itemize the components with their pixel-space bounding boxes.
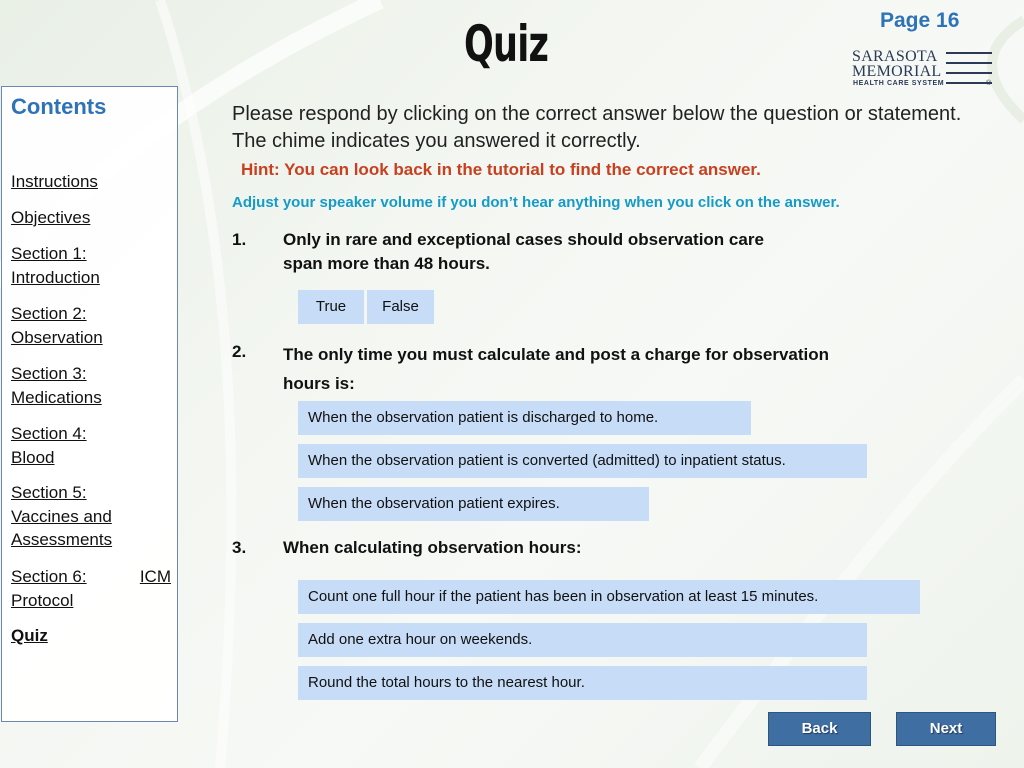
sidebar-item-label: Observation xyxy=(11,327,103,347)
sidebar-item-label: Medications xyxy=(11,387,102,407)
question-3-number: 3. xyxy=(232,538,247,557)
answer-option-button[interactable]: When the observation patient is converted (admitted) to inpatient status. xyxy=(298,444,867,478)
sidebar-item-label-row xyxy=(11,565,171,589)
sidebar-item-label: Quiz xyxy=(11,626,48,645)
logo-line-3: HEALTH CARE SYSTEM xyxy=(853,80,945,87)
answer-option-button[interactable]: Round the total hours to the nearest hour. xyxy=(298,666,867,700)
answer-true-button[interactable]: True xyxy=(298,290,364,324)
sidebar-heading: Contents xyxy=(11,94,107,119)
sidebar-item-section-6[interactable] xyxy=(11,565,171,612)
sidebar-item-section-1[interactable] xyxy=(11,242,171,289)
sidebar-item-objectives[interactable] xyxy=(11,206,171,230)
sidebar-item-section-3[interactable] xyxy=(11,362,171,409)
answer-option-button[interactable]: When the observation patient is discharged to home. xyxy=(298,401,751,435)
sidebar-item-instructions[interactable] xyxy=(11,170,171,194)
answer-option-button[interactable]: Count one full hour if the patient has been in observation at least 15 minutes. xyxy=(298,580,920,614)
sidebar-item-section-4[interactable] xyxy=(11,422,171,469)
answer-option-button[interactable]: When the observation patient expires. xyxy=(298,487,649,521)
sidebar-item-label: Introduction xyxy=(11,267,100,287)
logo-bar xyxy=(946,62,992,64)
logo-bar xyxy=(946,72,992,74)
volume-note: Adjust your speaker volume if you don’t hear anything when you click on the answer. xyxy=(232,194,840,211)
sidebar-item-label: ICM xyxy=(139,567,171,586)
sidebar-item-label: Section 3: xyxy=(11,364,87,383)
page-title: Quiz xyxy=(464,15,549,73)
logo-registered-mark: ® xyxy=(986,80,992,87)
sidebar-item-label: Section 1: xyxy=(11,244,87,263)
contents-sidebar xyxy=(1,86,178,722)
question-3-text xyxy=(283,536,581,560)
sidebar-item-label: Protocol xyxy=(11,590,74,610)
next-button[interactable]: Next xyxy=(896,712,996,746)
logo-line-1: SARASOTA xyxy=(852,48,938,65)
sarasota-memorial-logo xyxy=(852,49,994,91)
question-text-line: When calculating observation hours: xyxy=(283,538,582,557)
question-2-number: 2. xyxy=(232,342,247,361)
sidebar-item-quiz[interactable] xyxy=(11,624,171,648)
sidebar-item-label: Assessments xyxy=(11,530,113,549)
sidebar-item-label: Section 6: xyxy=(11,567,87,586)
sidebar-item-label: Blood xyxy=(11,447,55,467)
sidebar-item-label: Section 5: xyxy=(11,483,87,502)
sidebar-item-label: Vaccines and xyxy=(11,506,112,526)
sidebar-item-label: Section 4: xyxy=(11,424,87,443)
question-text-line: span more than 48 hours. xyxy=(283,254,490,273)
sidebar-item-section-2[interactable] xyxy=(11,302,171,349)
logo-bar xyxy=(946,52,992,54)
sidebar-item-label: Section 2: xyxy=(11,304,87,323)
question-2-text xyxy=(283,340,829,398)
page-number: Page 16 xyxy=(880,9,960,32)
question-1-text xyxy=(283,228,764,276)
sidebar-item-label: Instructions xyxy=(11,172,98,191)
answer-option-button[interactable]: Add one extra hour on weekends. xyxy=(298,623,867,657)
instructions-text: Please respond by clicking on the correct answer below the question or statement. The chime indicates you answered it correctly. xyxy=(232,103,962,152)
question-1-number: 1. xyxy=(232,230,247,249)
sidebar-item-label: Objectives xyxy=(11,208,91,227)
back-button[interactable]: Back xyxy=(768,712,871,746)
logo-line-2: MEMORIAL xyxy=(852,63,942,80)
question-text-line: hours is: xyxy=(283,374,355,393)
hint-text: Hint: You can look back in the tutorial to find the correct answer. xyxy=(241,160,761,179)
answer-false-button[interactable]: False xyxy=(367,290,434,324)
sidebar-item-section-5[interactable] xyxy=(11,481,171,552)
question-text-line: The only time you must calculate and post a charge for observation xyxy=(283,345,830,364)
question-text-line: Only in rare and exceptional cases should observation care xyxy=(283,230,764,249)
